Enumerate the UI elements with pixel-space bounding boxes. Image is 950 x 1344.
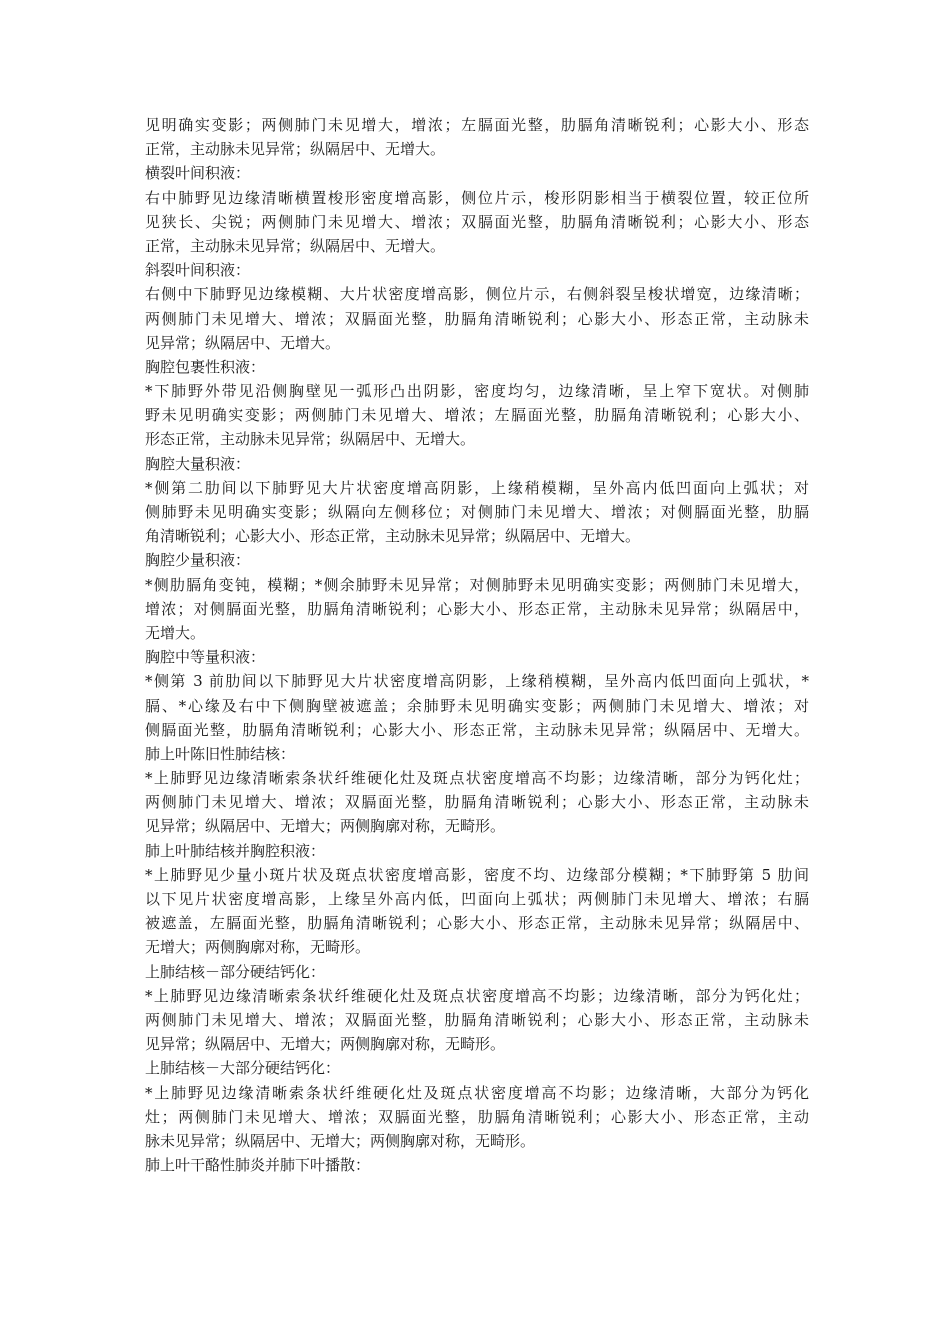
text-line: 无增大。	[145, 623, 206, 642]
text-line: *上肺野见边缘清晰索条状纤维硬化灶及斑点状密度增高不均影；边缘清晰，部分为钙化灶；	[145, 769, 809, 788]
text-line: 胸腔包裹性积液：	[145, 357, 266, 376]
document-page	[145, 113, 809, 1177]
text-line: 胸腔少量积液：	[145, 551, 251, 570]
text-line: 斜裂叶间积液：	[145, 261, 251, 280]
text-line: 肺上叶陈旧性肺结核：	[145, 744, 296, 763]
text-line: 胸腔大量积液：	[145, 454, 251, 473]
text-line: 以下见片状密度增高影，上缘呈外高内低，凹面向上弧状；两侧肺门未见增大、增浓；右膈	[145, 890, 809, 908]
text-line: 右侧中下肺野见边缘模糊、大片状密度增高影，侧位片示，右侧斜裂呈梭状增宽，边缘清晰；	[145, 285, 809, 304]
text-line: 两侧肺门未见增大、增浓；双膈面光整，肋膈角清晰锐利；心影大小、形态正常，主动脉未	[145, 793, 809, 812]
text-line: 形态正常，主动脉未见异常；纵隔居中、无增大。	[145, 430, 476, 449]
text-line: 见狭长、尖锐；两侧肺门未见增大、增浓；双膈面光整，肋膈角清晰锐利；心影大小、形态	[145, 212, 809, 231]
text-line: 灶；两侧肺门未见增大、增浓；双膈面光整，肋膈角清晰锐利；心影大小、形态正常，主动	[145, 1107, 809, 1126]
text-line: 横裂叶间积液：	[145, 164, 251, 183]
text-line: 胸腔中等量积液：	[145, 648, 266, 667]
text-line: 肺上叶肺结核并胸腔积液：	[145, 841, 326, 860]
text-line: 侧肺野未见明确实变影；纵隔向左侧移位；对侧肺门未见增大、增浓；对侧膈面光整，肋膈	[145, 503, 809, 521]
text-line: 正常，主动脉未见异常；纵隔居中、无增大。	[145, 236, 446, 255]
text-line: 无增大；两侧胸廓对称，无畸形。	[145, 938, 371, 957]
text-line: *上肺野见边缘清晰索条状纤维硬化灶及斑点状密度增高不均影；边缘清晰，部分为钙化灶；	[145, 986, 809, 1005]
text-line: *侧第 3 前肋间以下肺野见大片状密度增高阴影，上缘稍模糊，呈外高内低凹面向上弧状，*	[145, 672, 809, 691]
text-line: 增浓；对侧膈面光整，肋膈角清晰锐利；心影大小、形态正常，主动脉未见异常；纵隔居中，	[145, 599, 809, 618]
text-line: 角清晰锐利；心影大小、形态正常，主动脉未见异常；纵隔居中、无增大。	[145, 527, 641, 546]
text-line: 两侧肺门未见增大、增浓；双膈面光整，肋膈角清晰锐利；心影大小、形态正常，主动脉未	[145, 1010, 809, 1029]
text-line: 野未见明确实变影；两侧肺门未见增大、增浓；左膈面光整，肋膈角清晰锐利；心影大小、	[145, 406, 809, 425]
text-line: *侧第二肋间以下肺野见大片状密度增高阴影，上缘稍模糊，呈外高内低凹面向上弧状；对	[145, 478, 809, 497]
text-line: 见异常；纵隔居中、无增大；两侧胸廓对称，无畸形。	[145, 1035, 506, 1054]
text-line: 膈、*心缘及右中下侧胸壁被遮盖；余肺野未见明确实变影；两侧肺门未见增大、增浓；对	[145, 696, 809, 715]
text-line: 两侧肺门未见增大、增浓；双膈面光整，肋膈角清晰锐利；心影大小、形态正常，主动脉未	[145, 309, 809, 328]
text-line: 上肺结核－部分硬结钙化：	[145, 962, 326, 981]
text-line: 被遮盖，左膈面光整，肋膈角清晰锐利；心影大小、形态正常，主动脉未见异常；纵隔居中、	[145, 914, 809, 933]
text-line: 侧膈面光整，肋膈角清晰锐利；心影大小、形态正常，主动脉未见异常；纵隔居中、无增大。	[145, 720, 809, 739]
text-line: 正常，主动脉未见异常；纵隔居中、无增大。	[145, 140, 446, 159]
text-line: 见异常；纵隔居中、无增大；两侧胸廓对称，无畸形。	[145, 817, 506, 836]
text-line: 肺上叶干酪性肺炎并肺下叶播散：	[145, 1156, 371, 1175]
text-line: 脉未见异常；纵隔居中、无增大；两侧胸廓对称，无畸形。	[145, 1131, 536, 1150]
text-line: 上肺结核－大部分硬结钙化：	[145, 1059, 341, 1078]
text-line: 见异常；纵隔居中、无增大。	[145, 333, 341, 352]
text-line: *上肺野见少量小斑片状及斑点状密度增高影，密度不均、边缘部分模糊；*下肺野第 5 肋间	[145, 865, 809, 884]
text-line: *侧肋膈角变钝，模糊；*侧余肺野未见异常；对侧肺野未见明确实变影；两侧肺门未见增大，	[145, 575, 809, 594]
text-line: 见明确实变影；两侧肺门未见增大，增浓；左膈面光整，肋膈角清晰锐利；心影大小、形态	[145, 116, 809, 134]
text-line: *上肺野见边缘清晰索条状纤维硬化灶及斑点状密度增高不均影；边缘清晰，大部分为钙化	[145, 1083, 809, 1102]
text-line: 右中肺野见边缘清晰横置梭形密度增高影，侧位片示，梭形阴影相当于横裂位置，较正位所	[145, 188, 809, 207]
text-line: *下肺野外带见沿侧胸壁见一弧形凸出阴影，密度均匀，边缘清晰，呈上窄下宽状。对侧肺	[145, 382, 809, 401]
